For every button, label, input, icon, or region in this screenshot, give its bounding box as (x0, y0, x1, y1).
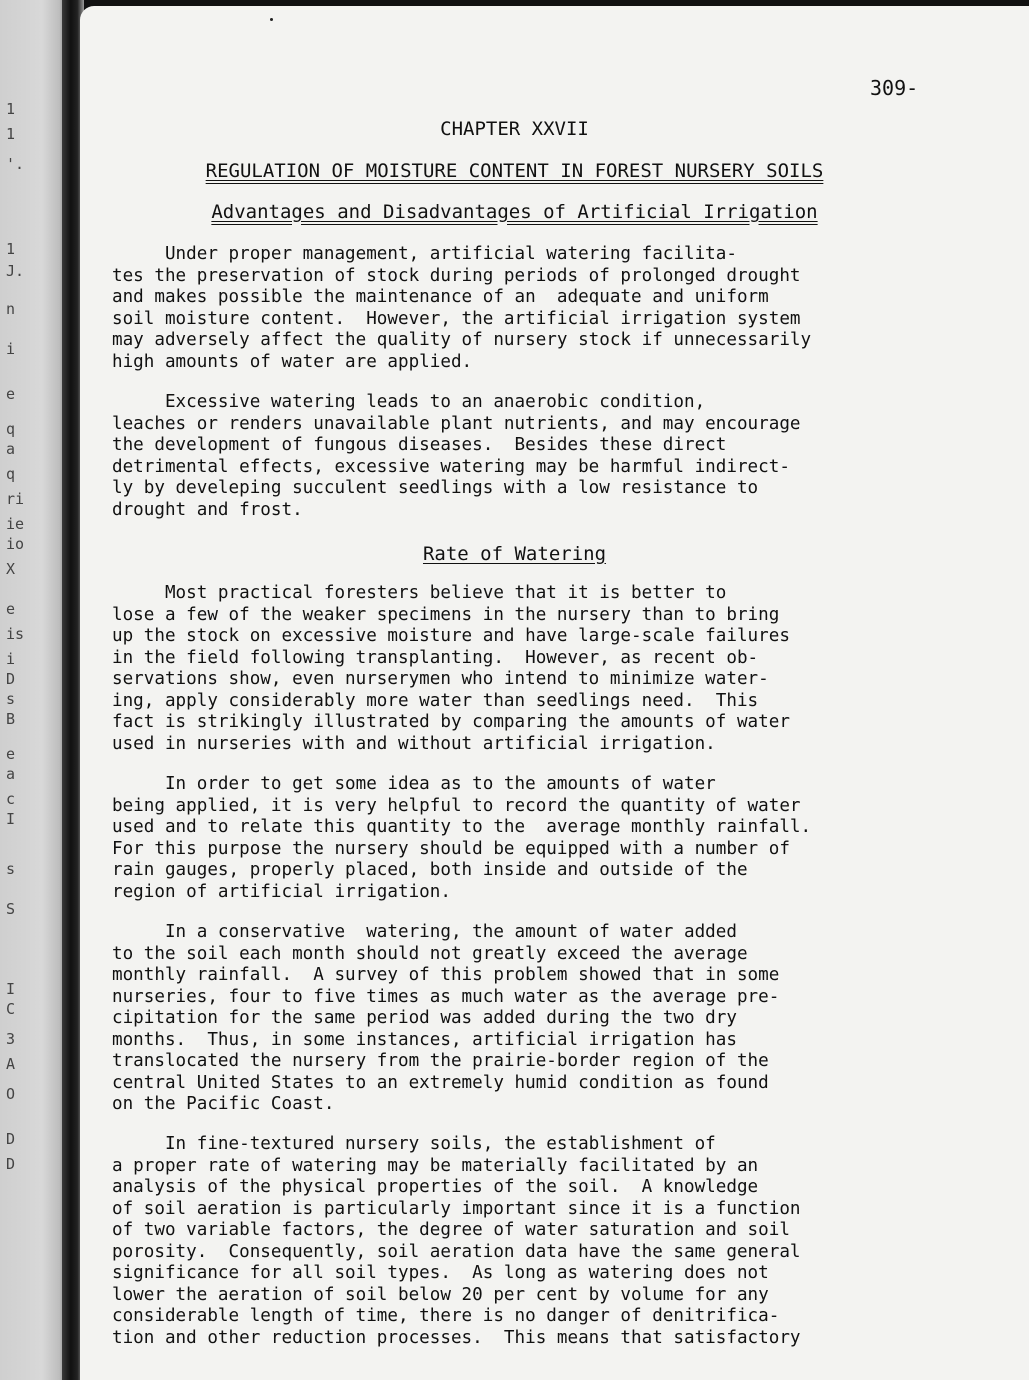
margin-fragment: io (6, 535, 25, 553)
margin-fragment: B (6, 710, 16, 728)
paragraph: In a conservative watering, the amount of water added to the soil each month should not greatly exceed the average monthly rainfall. A survey of this problem showed that in some nurseries, four to five times as much water as the average pre- cipitation for the same period was added during the two dry months. Thus, in some instances, artificial irrigation has translocated the nursery from the prairie-border region of the central United States to an extremely humid condition as found on the Pacific Coast. (112, 922, 780, 1114)
margin-fragment: O (6, 1085, 16, 1103)
paragraph: Under proper management, artificial watering facilita- tes the preservation of stock during periods of prolonged drought and makes possible the maintenance of an adequate and uniform soil moisture content. However, the artificial irrigation system may adversely affect the quality of nursery stock if unnecessarily high amounts of water are applied. (112, 244, 812, 372)
margin-fragment: e (6, 385, 16, 403)
margin-fragment: s (6, 860, 16, 878)
page-number: 309- (870, 76, 919, 100)
margin-fragment: ie (6, 515, 25, 533)
margin-fragment: J. (6, 262, 25, 280)
margin-fragment: 1 (6, 100, 16, 118)
subsection-title-advantages (0, 201, 1029, 223)
section-title-text: REGULATION OF MOISTURE CONTENT IN FOREST NURSERY SOILS (205, 160, 824, 182)
margin-fragment: q (6, 465, 16, 483)
margin-fragment: D (6, 1130, 16, 1148)
paragraph: In order to get some idea as to the amounts of water being applied, it is very helpful to record the quantity of water used and to relate this quantity to the average monthly rainfall. For this purpose the nursery should be equipped with a number of rain gauges, properly placed, both inside and outside of the region of artificial irrigation. (112, 774, 812, 902)
subsection-title-advantages-text: Advantages and Disadvantages of Artificial Irrigation (211, 201, 818, 223)
chapter-title-text: CHAPTER XXVII (440, 118, 589, 140)
margin-fragment: D (6, 670, 16, 688)
margin-fragment: ri (6, 490, 25, 508)
margin-fragment: a (6, 765, 16, 783)
margin-fragment: n (6, 300, 16, 318)
margin-fragment: A (6, 1055, 16, 1073)
margin-fragment: is (6, 625, 25, 643)
margin-fragment: C (6, 1000, 16, 1018)
subsection-title-rate-text: Rate of Watering (422, 543, 607, 565)
chapter-title (0, 118, 1029, 140)
margin-fragment: a (6, 440, 16, 458)
margin-fragment: i (6, 340, 16, 358)
margin-fragment: s (6, 690, 16, 708)
margin-fragment: I (6, 810, 16, 828)
margin-fragment: S (6, 900, 16, 918)
margin-fragment: e (6, 600, 16, 618)
speck (270, 18, 273, 21)
subsection-title-rate (0, 543, 1029, 565)
margin-fragment: I (6, 980, 16, 998)
margin-fragment: '. (6, 155, 25, 173)
margin-fragment: q (6, 420, 16, 438)
margin-fragment: 3 (6, 1030, 16, 1048)
margin-fragment: 1 (6, 125, 16, 143)
margin-fragment: i (6, 650, 16, 668)
paragraph: Most practical foresters believe that it is better to lose a few of the weaker specimens in the nursery than to bring up the stock on excessive moisture and have large-scale failures in the field following transplanting. However, as recent ob- servations show, even nurserymen who intend to minimize water- ing, apply considerably more water than seedlings need. This fact is strikingly illustrated by comparing the amounts of water used in nurseries with and without artificial irrigation. (112, 583, 790, 754)
margin-fragment: e (6, 745, 16, 763)
margin-fragment: c (6, 790, 16, 808)
paragraph: Excessive watering leads to an anaerobic condition, leaches or renders unavailable plant nutrients, and may encourage the development of fungous diseases. Besides these direct detrimental effects, excessive watering may be harmful indirect- ly by develeping succulent seedlings with a low resistance to drought and frost. (112, 392, 801, 520)
margin-fragment: X (6, 560, 16, 578)
section-title (0, 160, 1029, 182)
margin-fragment: 1 (6, 240, 16, 258)
margin-fragment: D (6, 1155, 16, 1173)
paragraph: In fine-textured nursery soils, the establishment of a proper rate of watering may be materially facilitated by an analysis of the physical properties of the soil. A knowledge of soil aeration is particularly important since it is a function of two variable factors, the degree of water saturation and soil porosity. Consequently, soil aeration data have the same general significance for all soil types. As long as watering does not lower the aeration of soil below 20 per cent by volume for any considerable length of time, there is no danger of denitrifica- tion and other reduction processes. This means that satisfactory (112, 1134, 801, 1348)
